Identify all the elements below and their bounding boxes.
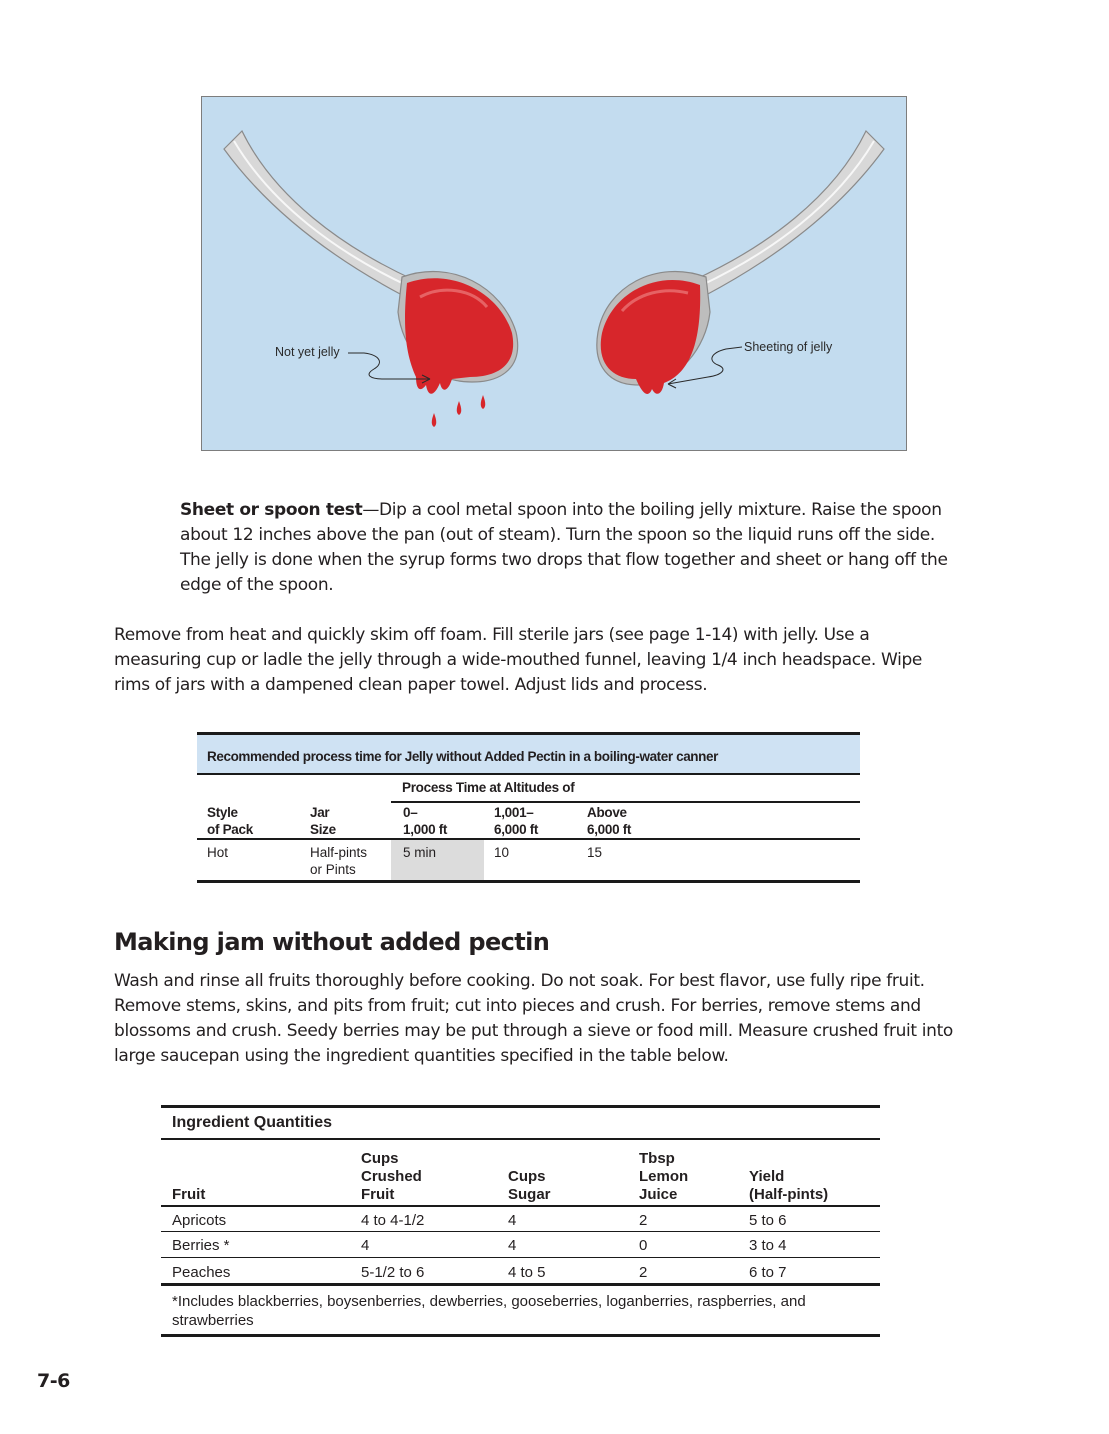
- sheet-test-paragraph: [180, 498, 950, 598]
- row-peaches-sugar: 4 to 5: [508, 1264, 546, 1281]
- jam-heading: Making jam without added pectin: [114, 928, 550, 956]
- divider: [391, 801, 860, 803]
- header-cups-crushed-fruit: Cups Crushed Fruit: [361, 1150, 422, 1203]
- row-apricots-sugar: 4: [508, 1212, 517, 1229]
- process-table-caption: Recommended process time for Jelly without Added Pectin in a boiling-water canner: [197, 732, 860, 775]
- header-fruit: Fruit: [172, 1186, 206, 1203]
- table-bottom-rule: [197, 880, 860, 883]
- row-apricots-fruit: Apricots: [172, 1212, 227, 1229]
- divider: [161, 1205, 880, 1207]
- sheet-test-body: —Dip a cool metal spoon into the boiling jelly mixture. Raise the spoon about 12 inches above the pan (out of steam). Turn the spoon so the liquid runs off the side. The jelly is done when the syrup forms two drops that flow together and sheet or hang off the edge of the spoon.: [180, 500, 948, 595]
- row-alt-above-6000: 15: [587, 845, 603, 860]
- jam-paragraph: Wash and rinse all fruits thoroughly before cooking. Do not soak. For best flavor, use fully ripe fruit. Remove stems, skins, and pits from fruit; cut into pieces and crush. For berries, remove stems and blossoms and crush. Seedy berries may be put through a sieve or food mill. Measure crushed fruit into large saucepan using the ingredient quantities specified in the table below.: [114, 971, 953, 1066]
- row-peaches-lemon: 2: [639, 1264, 648, 1281]
- row-peaches-crushed: 5-1/2 to 6: [361, 1264, 425, 1281]
- process-time-table: [197, 732, 860, 880]
- row-berries-fruit: Berries *: [172, 1237, 230, 1254]
- header-cups-sugar: Cups Sugar: [508, 1168, 551, 1203]
- drop: [481, 395, 486, 409]
- sheet-test-lead: Sheet or spoon test: [180, 500, 363, 520]
- row-berries-yield: 3 to 4: [749, 1237, 787, 1254]
- row-peaches-yield: 6 to 7: [749, 1264, 787, 1281]
- altitude-group-header: Process Time at Altitudes of: [402, 780, 575, 795]
- row-jar-size: Half-pints or Pints: [310, 845, 368, 877]
- right-spoon-handle: [694, 131, 884, 295]
- sheeting-of-jelly-label: Sheeting of jelly: [744, 340, 833, 354]
- row-berries-crushed: 4: [361, 1237, 370, 1254]
- header-alt-0-1000: 0– 1,000 ft: [403, 805, 448, 837]
- divider: [161, 1283, 880, 1286]
- table-bottom-rule: [161, 1334, 880, 1337]
- row-alt-1001-6000: 10: [494, 845, 510, 860]
- header-alt-above-6000: Above 6,000 ft: [587, 805, 632, 837]
- ingredient-table-title: Ingredient Quantities: [172, 1114, 333, 1131]
- left-spoon-handle: [224, 131, 414, 295]
- divider: [161, 1257, 880, 1258]
- row-berries-sugar: 4: [508, 1237, 517, 1254]
- header-jar-size: Jar Size: [310, 805, 336, 837]
- header-tbsp-lemon-juice: Tbsp Lemon Juice: [639, 1150, 689, 1203]
- spoon-test-illustration: [201, 96, 907, 451]
- ingredient-footnote: *Includes blackberries, boysenberries, dewberries, gooseberries, loganberries, raspberries, and strawberries: [172, 1293, 806, 1329]
- row-peaches-fruit: Peaches: [172, 1264, 231, 1281]
- row-style: Hot: [207, 845, 229, 860]
- row-apricots-crushed: 4 to 4-1/2: [361, 1212, 425, 1229]
- drop: [432, 413, 437, 427]
- table-top-rule: [161, 1105, 880, 1108]
- header-yield: Yield (Half-pints): [749, 1168, 829, 1203]
- divider: [161, 1138, 880, 1140]
- row-apricots-lemon: 2: [639, 1212, 648, 1229]
- remove-from-heat-paragraph: Remove from heat and quickly skim off foam. Fill sterile jars (see page 1-14) with jelly. Use a measuring cup or ladle the jelly through a wide-mouthed funnel, leaving 1/4 inch headspace. Wipe rims of jars with a dampened clean paper towel. Adjust lids and process.: [114, 625, 923, 695]
- header-alt-1001-6000: 1,001– 6,000 ft: [494, 805, 539, 837]
- row-berries-lemon: 0: [639, 1237, 648, 1254]
- drop: [457, 401, 462, 415]
- page-number: 7-6: [37, 1370, 70, 1392]
- process-table-body: [197, 775, 860, 880]
- divider: [161, 1231, 880, 1232]
- not-yet-jelly-label: Not yet jelly: [275, 345, 340, 359]
- spoon-illustration-svg: [202, 97, 906, 450]
- divider: [197, 838, 860, 840]
- row-alt-0-1000: 5 min: [403, 845, 437, 860]
- row-apricots-yield: 5 to 6: [749, 1212, 787, 1229]
- header-style: Style of Pack: [207, 805, 253, 837]
